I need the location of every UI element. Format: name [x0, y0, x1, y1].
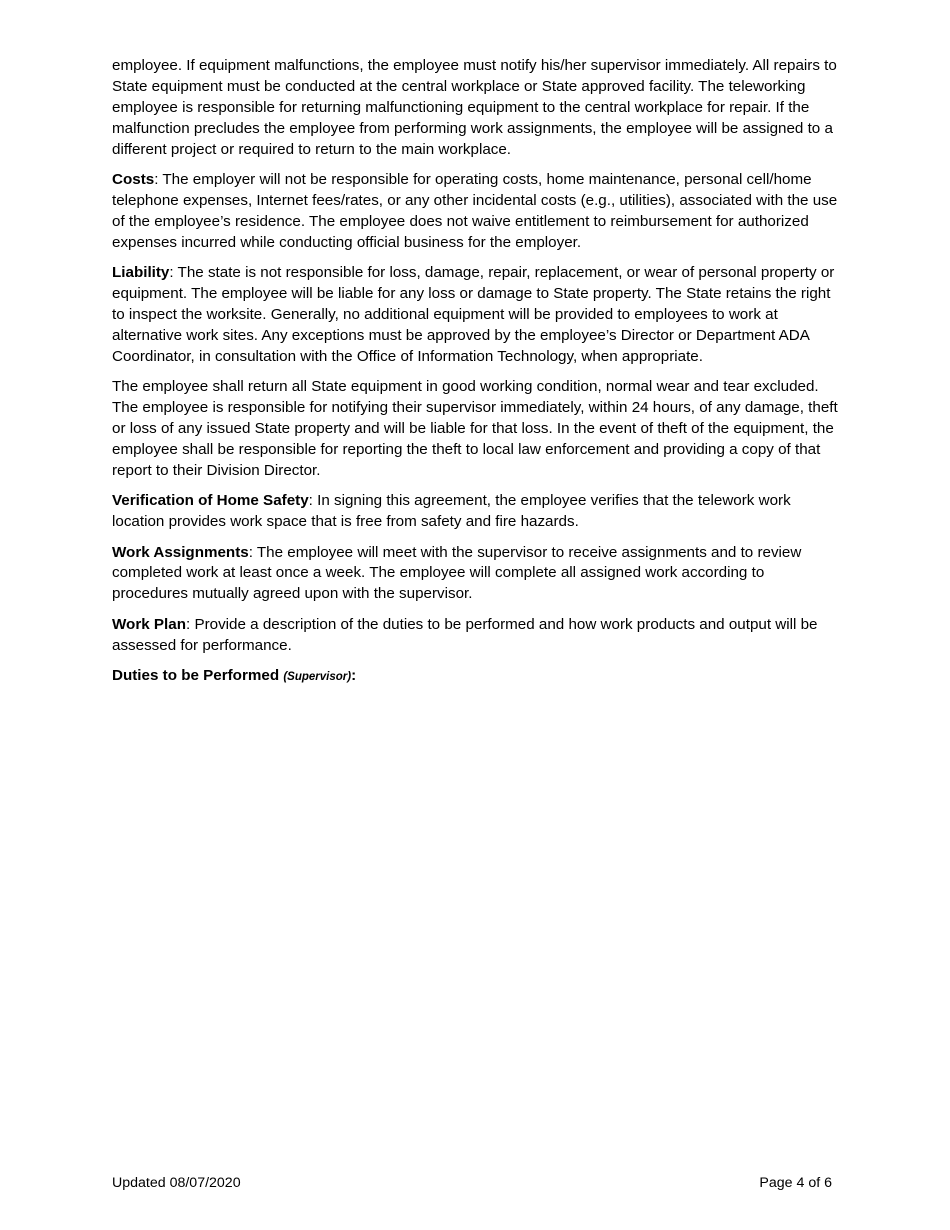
paragraph-equipment-malfunction [112, 56, 840, 161]
paragraph-text: : The state is not responsible for loss, damage, repair, replacement, or wear of personal property or equipment. The employee will be liable for any loss or damage to State property. The State retains the right to inspect the worksite. Generally, no additional equipment will be provided to employees to work at alternative work sites. Any exceptions must be approved by the employee’s Director or Department ADA Coordinator, in consultation with the Office of Information Technology, when appropriate. [112, 264, 835, 365]
paragraph-lead-liability: Liability [112, 264, 170, 282]
paragraph-lead-work-plan: Work Plan [112, 615, 186, 633]
paragraph-lead-home-safety: Verification of Home Safety [112, 492, 309, 510]
paragraph-text: employee. If equipment malfunctions, the employee must notify his/her supervisor immediately. All repairs to State equipment must be conducted at the central workplace or State approved facility. The teleworking employee is responsible for returning malfunctioning equipment to the central workplace for repair. If the malfunction precludes the employee from performing work assignments, the employee will be assigned to a different project or required to return to the main workplace. [112, 57, 837, 158]
paragraph-text: : Provide a description of the duties to be performed and how work products and output will be assessed for performance. [112, 615, 818, 654]
duties-heading-title: Duties to be Performed [112, 667, 284, 685]
paragraph-lead-work-assignments: Work Assignments [112, 543, 249, 561]
paragraph-text: : The employer will not be responsible for operating costs, home maintenance, personal cell/home telephone expenses, Internet fees/rates, or any other incidental costs (e.g., utilities), associated with the use of the employee’s residence. The employee does not waive entitlement to reimbursement for authorized expenses incurred while conducting official business for the employer. [112, 171, 838, 251]
paragraph-work-plan [112, 615, 840, 657]
paragraph-equipment-return [112, 377, 840, 482]
document-body [112, 56, 840, 688]
footer-page-number: Page 4 of 6 [759, 1175, 832, 1191]
duties-heading [112, 666, 840, 688]
paragraph-liability [112, 263, 840, 368]
paragraph-text: The employee shall return all State equipment in good working condition, normal wear and tear excluded. The employee is responsible for notifying their supervisor immediately, within 24 hours, of any damage, theft or loss of any issued State property and will be liable for that loss. In the event of theft of the equipment, the employee shall be responsible for reporting the theft to local law enforcement and providing a copy of that report to their Division Director. [112, 378, 838, 479]
paragraph-costs [112, 170, 840, 254]
duties-heading-role: (Supervisor) [283, 671, 352, 684]
paragraph-text: : The employee will meet with the supervisor to receive assignments and to review completed work at least once a week. The employee will complete all assigned work according to procedures mutually agreed upon with the supervisor. [112, 543, 802, 603]
paragraph-lead-costs: Costs [112, 171, 155, 189]
footer-updated-date: Updated 08/07/2020 [112, 1175, 241, 1191]
paragraph-work-assignments [112, 543, 840, 606]
duties-heading-colon: : [351, 667, 357, 685]
paragraph-text: : In signing this agreement, the employee verifies that the telework work location provides work space that is free from safety and fire hazards. [112, 492, 791, 531]
paragraph-home-safety [112, 491, 840, 533]
